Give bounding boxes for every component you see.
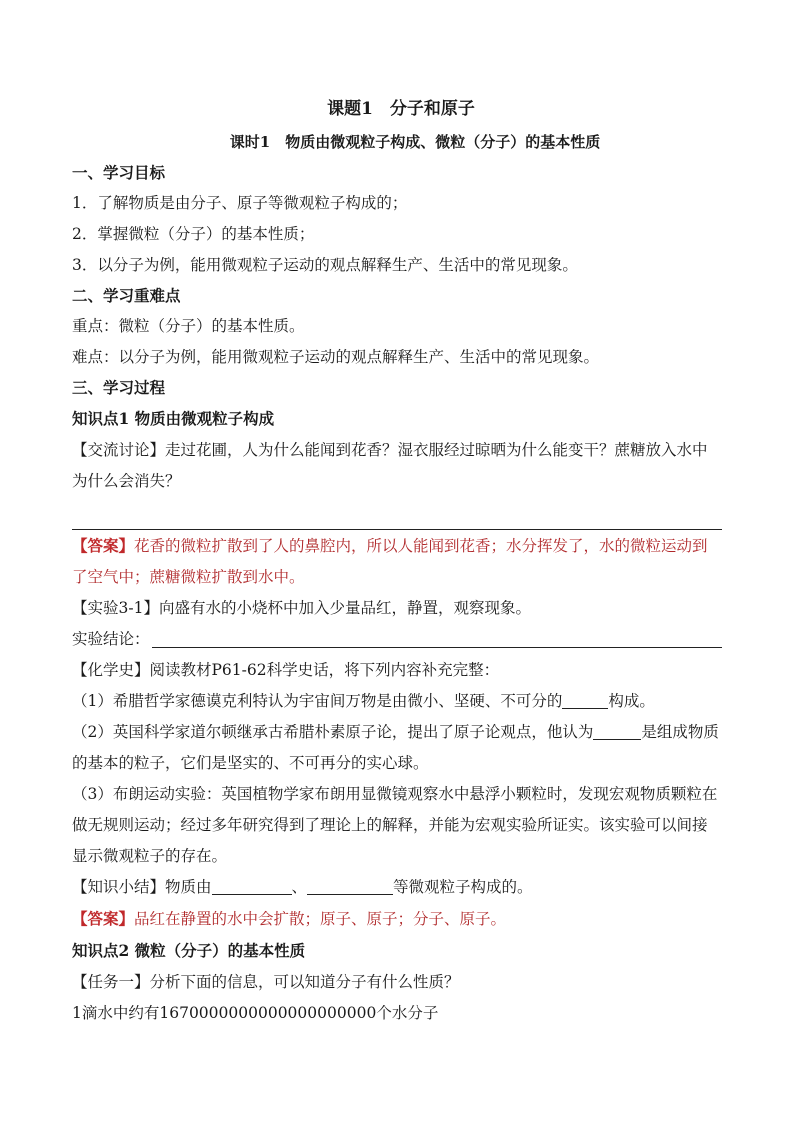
history-1-text: （1）希腊哲学家德谟克利特认为宇宙间万物是由微小、坚硬、不可分的: [72, 692, 563, 710]
experiment-conclusion-row: [72, 624, 722, 655]
page-subtitle: 课时1 物质由微观粒子构成、微粒（分子）的基本性质: [229, 133, 601, 151]
process-heading: 三、学习过程: [72, 378, 166, 397]
page-title: 课题1 分子和原子: [327, 99, 475, 119]
document-page: [72, 92, 722, 1029]
history-item-3: （3）布朗运动实验：英国植物学家布朗用显微镜观察水中悬浮小颗粒时，发现宏观物质颗粒在做无规则运动；经过多年研究得到了理论上的解释，并能为宏观实验所证实。该实验可以间接显示微观粒子的存在。: [72, 785, 718, 865]
answer-label: 【答案】: [72, 536, 135, 555]
task-1-question: 【任务一】分析下面的信息，可以知道分子有什么性质？: [72, 973, 460, 991]
knowledge-point-2-heading: 知识点2 微粒（分子）的基本性质: [72, 941, 306, 960]
discussion-answer: [72, 530, 722, 593]
history-2-tail: 是组成物质的基本的粒子，它们是坚实的、不可再分的实心球。: [72, 723, 719, 772]
difficulty-item: 难点：以分子为例，能用微观粒子运动的观点解释生产、生活中的常见现象。: [72, 348, 600, 366]
experiment-description: 【实验3-1】向盛有水的小烧杯中加入少量品红，静置，观察现象。: [72, 599, 531, 617]
history-2-blank[interactable]: [593, 721, 641, 740]
conclusion-label: 实验结论：: [72, 630, 150, 648]
history-item-1: [72, 686, 722, 717]
knowledge-summary: [72, 872, 722, 903]
goal-item: 1．了解物质是由分子、原子等微观粒子构成的；: [72, 194, 408, 212]
summary-separator: 、: [291, 878, 308, 896]
discussion-question: 【交流讨论】走过花圃，人为什么能闻到花香？湿衣服经过晾晒为什么能变干？蔗糖放入水中为什么会消失？: [72, 441, 708, 490]
knowledge-point-1-heading: 知识点1 物质由微观粒子构成: [72, 409, 275, 428]
history-1-tail: 构成。: [608, 692, 655, 710]
history-item-2: [72, 717, 722, 779]
summary-blank-1[interactable]: [212, 876, 292, 895]
answer-label: 【答案】: [72, 909, 135, 928]
key-point-item: 重点：微粒（分子）的基本性质。: [72, 317, 305, 335]
goals-heading: 一、学习目标: [72, 163, 166, 182]
summary-blank-2[interactable]: [307, 876, 393, 895]
goal-item: 2．掌握微粒（分子）的基本性质；: [72, 225, 315, 243]
summary-answer: [72, 903, 722, 935]
answer-text: 品红在静置的水中会扩散；原子、原子；分子、原子。: [134, 910, 507, 928]
key-points-heading: 二、学习重难点: [72, 286, 181, 305]
history-1-blank[interactable]: [562, 690, 608, 709]
discussion-answer-blank[interactable]: [72, 499, 722, 530]
history-intro: 【化学史】阅读教材P61-62科学史话，将下列内容补充完整：: [72, 661, 500, 679]
answer-text: 花香的微粒扩散到了人的鼻腔内，所以人能闻到花香；水分挥发了，水的微粒运动到了空气中；蔗糖微粒扩散到水中。: [72, 537, 708, 586]
summary-tail: 等微观粒子构成的。: [393, 878, 533, 896]
conclusion-blank[interactable]: [152, 627, 722, 648]
summary-text: 【知识小结】物质由: [72, 878, 212, 896]
goal-item: 3．以分子为例，能用微观粒子运动的观点解释生产、生活中的常见现象。: [72, 256, 578, 274]
fact-1: 1滴水中约有1670000000000000000000个水分子: [72, 1004, 439, 1022]
history-2-text: （2）英国科学家道尔顿继承古希腊朴素原子论，提出了原子论观点，他认为: [72, 723, 594, 741]
